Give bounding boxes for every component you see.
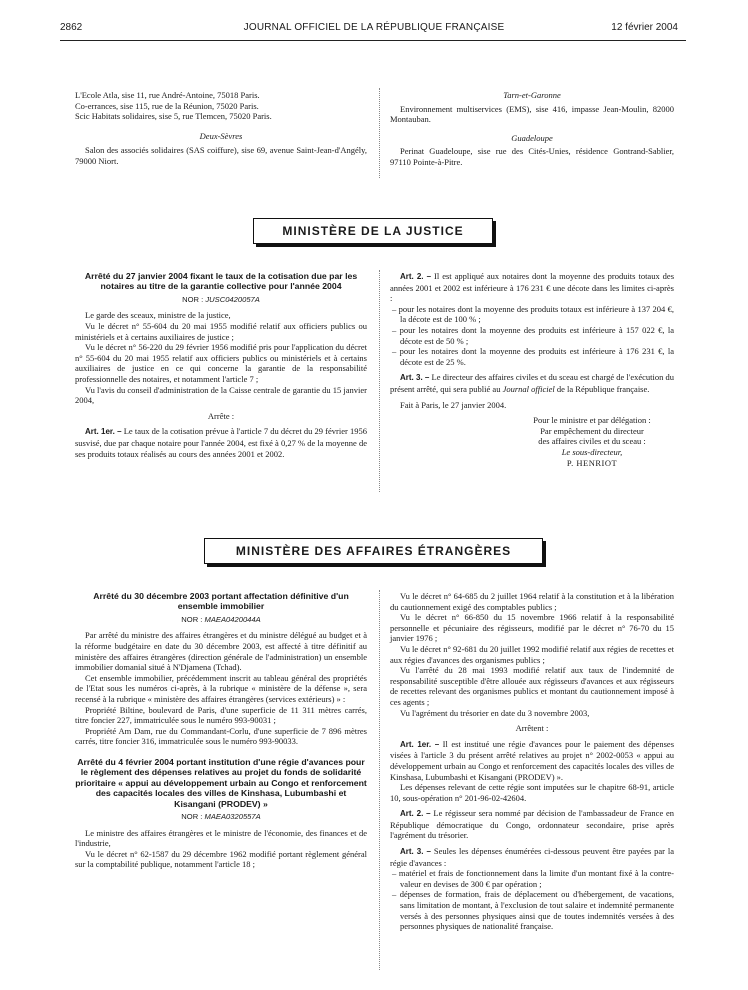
paragraph: Vu l'agrément du trésorier en date du 3 novembre 2003,	[400, 707, 590, 718]
header-rule	[60, 40, 686, 41]
list-item: Salon des associés solidaires (SAS coiffure), sise 69, avenue Saint-Jean-d'Angély, 79000 Niort.	[75, 145, 367, 166]
list-item: – dépenses de formation, frais de déplacement ou d'hébergement, de vacations, sans limitation de montant, à l'exclusion de tout salaire et indemnité permanente versés à des personnes physiques ainsi que de toutes indemnités versées à des personnes physiques de nationalité française.	[392, 889, 674, 932]
department-heading: Guadeloupe	[511, 132, 553, 143]
nor-reference: NOR : JUSC0420057A	[182, 294, 260, 304]
article-1: Art. 1er. – Le taux de la cotisation prévue à l'article 7 du décret du 29 février 1956 susvisé, due par chaque notaire pour l'année 2004, est fixé à 0,27 % de la moyenne de ses produits totaux réalisés au cours des années 2001 et 2002.	[75, 426, 367, 459]
paragraph: Vu l'arrêté du 28 mai 1993 modifié relatif aux taux de l'indemnité de responsabilité susceptible d'être allouée aux régisseurs d'avances et aux régisseurs de recettes relevant des organismes publics et montant du cautionnement imposé à ces agents ;	[390, 665, 674, 707]
list-item: Scic Habitats solidaires, sise 5, rue Tlemcen, 75020 Paris.	[75, 111, 272, 122]
paragraph: Vu l'avis du conseil d'administration de la Caisse centrale de garantie du 15 janvier 2004,	[75, 384, 367, 406]
arrete-title: Arrêté du 30 décembre 2003 portant affectation définitive d'un ensemble immobilier	[93, 591, 349, 612]
list-item: – pour les notaires dont la moyenne des produits est inférieure à 157 022 €, la décote est de 50 % ;	[392, 324, 674, 346]
list-item: L'Ecole Atla, sise 11, rue André-Antoine, 75018 Paris.	[75, 90, 260, 100]
column-divider	[379, 590, 380, 970]
arrete-affaires-left	[75, 591, 367, 870]
list-item: Perinat Guadeloupe, sise rue des Cités-Unies, résidence Gontrand-Sablier, 97110 Pointe-à-Pitre.	[390, 146, 674, 167]
paragraph: Par arrêté du ministre des affaires étrangères et du ministre délégué au budget et à la réforme budgétaire en date du 30 décembre 2003, est affecté à titre définitif au ministère des affaires étrangères (direction générale de l'administration) un ensemble immobilier domanial situé à N'Djamena (Tchad).	[75, 630, 367, 673]
issue-date: 12 février 2004	[611, 22, 678, 33]
department-heading: Deux-Sèvres	[199, 130, 243, 141]
article-2: Art. 2. – Le régisseur sera nommé par décision de l'ambassadeur de France en République démocratique du Congo, ordonnateur secondaire, prise après l'agrément du trésorier.	[390, 808, 675, 841]
arrete-affaires-right	[390, 591, 674, 932]
arrete-justice-right	[390, 271, 674, 468]
paragraph: Cet ensemble immobilier, précédemment inscrit au tableau général des propriétés de l'Etat sous les numéros ci-après, à la rubrique « ministère de la défense », sera recensé à la rubrique « ministère des affaires étrangères (services extérieurs) » :	[75, 672, 367, 704]
paragraph: Vu le décret n° 55-604 du 20 mai 1955 modifié relatif aux officiers publics ou ministériels et à certains auxiliaires de justice ;	[75, 321, 367, 342]
top-left-list	[75, 90, 367, 167]
paragraph: Le ministre des affaires étrangères et le ministre de l'économie, des finances et de l'industrie,	[75, 827, 367, 849]
paragraph: Vu le décret n° 62-1587 du 29 décembre 1962 modifié portant règlement général sur la comptabilité publique, notamment l'article 18 ;	[75, 848, 367, 870]
signature-block: Pour le ministre et par délégation : Par empêchement du directeur des affaires civiles et du sceau : Le sous-directeur, P. HENRIOT	[533, 415, 651, 468]
department-heading: Tarn-et-Garonne	[503, 90, 561, 100]
paragraph: Vu le décret n° 66-850 du 15 novembre 1966 relatif à la responsabilité personnelle et pécuniaire des régisseurs, modifié par le décret n° 76-70 du 15 janvier 1976 ;	[390, 612, 674, 644]
list-item: – pour les notaires dont la moyenne des produits est inférieure à 176 231 €, la décote est de 25 %.	[392, 346, 674, 367]
paragraph: Le garde des sceaux, ministre de la justice,	[85, 310, 231, 321]
article-3: Art. 3. – Seules les dépenses énumérées ci-dessous peuvent être payées par la régie d'avances :	[390, 846, 675, 868]
list-item: – pour les notaires dont la moyenne des produits totaux est inférieure à 137 204 €, la décote est de 100 % ;	[392, 303, 674, 325]
article-3: Art. 3. – Le directeur des affaires civiles et du sceau est chargé de l'exécution du présent arrêté, qui sera publié au Journal officiel de la République française.	[390, 372, 675, 394]
journal-title: JOURNAL OFFICIEL DE LA RÉPUBLIQUE FRANÇAISE	[243, 22, 505, 33]
list-item: – matériel et frais de fonctionnement dans la limite d'un montant fixé à la contre-valeur en devises de 300 € par opération ;	[392, 868, 674, 889]
article-1: Art. 1er. – Il est institué une régie d'avances pour le paiement des dépenses visées à l'article 3 du présent arrêté relatives au projet n° 2002-0053 « appui au développement urbain au Congo et renforcement des capacités locales des villes de Kinshasa, Lubumbashi et Kisangani (PRODEV) ».	[390, 738, 674, 782]
paragraph: Les dépenses relevant de cette régie sont imputées sur le chapitre 68-91, article 10, sous-opération n° 201-96-02-42604.	[390, 782, 674, 803]
article-2: Art. 2. – Il est appliqué aux notaires dont la moyenne des produits totaux des années 2001 et 2002 est inférieure à 176 231 € une décote dans les limites ci-après :	[390, 271, 675, 304]
paragraph: Vu le décret n° 56-220 du 29 février 1956 modifié pris pour l'application du décret n° 55-604 du 20 mai 1955 relatif aux officiers publics ou ministériels et à certains auxiliaires de justice en ce qui concerne la garantie de la responsabilité professionnelle des notaires, et notamment l'article 7 ;	[75, 342, 367, 384]
column-divider	[379, 270, 380, 492]
list-item: Environnement multiservices (EMS), sise 416, impasse Jean-Moulin, 82000 Montauban.	[390, 103, 674, 125]
date-line: Fait à Paris, le 27 janvier 2004.	[400, 399, 507, 410]
arrete-title: Arrêté du 27 janvier 2004 fixant le taux de la cotisation due par les notaires au titre de la garantie collective pour l'année 2004	[84, 271, 358, 292]
arrete-label: Arrêtent :	[515, 723, 549, 734]
arrete-label: Arrête :	[207, 410, 235, 421]
page-number: 2862	[60, 22, 83, 33]
page-header	[0, 18, 748, 38]
ministry-heading-justice: MINISTÈRE DE LA JUSTICE	[253, 218, 493, 244]
column-divider	[379, 88, 380, 178]
arrete-justice-left	[75, 271, 367, 459]
paragraph: Vu le décret n° 64-685 du 2 juillet 1964 relatif à la constitution et à la libération du cautionnement exigé des comptables publics ;	[390, 591, 674, 612]
ministry-heading-foreign-affairs: MINISTÈRE DES AFFAIRES ÉTRANGÈRES	[204, 538, 543, 564]
arrete-title: Arrêté du 4 février 2004 portant institution d'une régie d'avances pour le règlement des dépenses relatives au projet du fonds de solidarité prioritaire « appui au développement urbain au Congo et renforcement des capacités locales des villes de Kinshasa, Lubumbashi et Kisangani (PRODEV) »	[75, 756, 367, 809]
paragraph: Propriété Biltine, boulevard de Paris, d'une superficie de 11 311 mètres carrés, titre foncier 227, immatriculée sous le numéro 993-90031 ;	[75, 704, 367, 726]
list-item: Co-errances, sise 115, rue de la Réunion, 75020 Paris.	[75, 100, 259, 111]
top-right-list	[390, 90, 674, 168]
paragraph: Vu le décret n° 92-681 du 20 juillet 1992 modifié relatif aux régies de recettes et aux régies d'avances des organismes publics ;	[390, 643, 674, 665]
paragraph: Propriété Am Dam, rue du Commandant-Corlu, d'une superficie de 7 896 mètres carrés, titre foncier 316, immatriculée sous le numéro 993-90033.	[75, 725, 367, 747]
nor-reference: NOR : MAEA0420044A	[181, 614, 261, 624]
nor-reference: NOR : MAEA0320557A	[181, 811, 261, 821]
